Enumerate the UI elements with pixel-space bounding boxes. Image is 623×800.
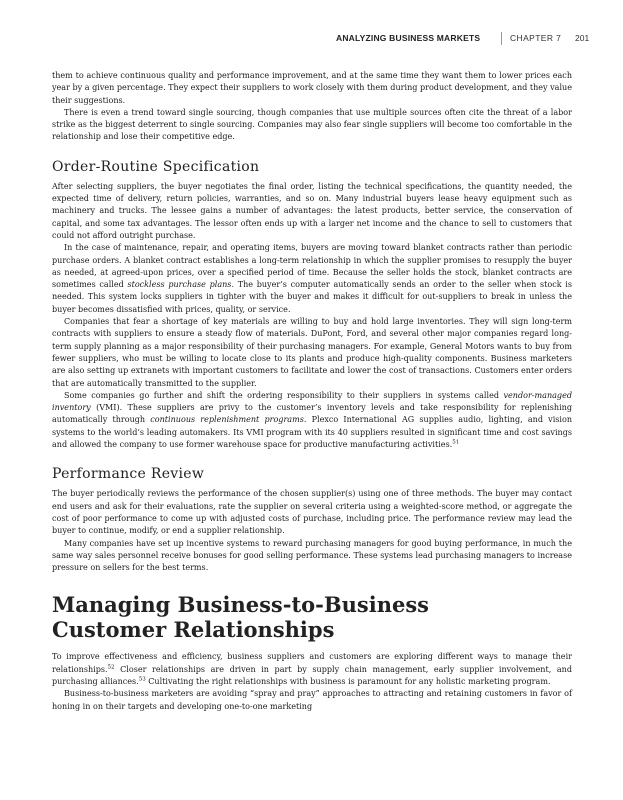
endnote-marker[interactable]: 53	[138, 676, 146, 683]
body-text	[52, 70, 572, 713]
italic-term: continuous replenishment programs	[150, 415, 304, 425]
paragraph: them to achieve continuous quality and performance improvement, and at the same time they want them to lower prices each year by a given percentage. They expect their suppliers to work closely with them during product development, and they value their suggestions.	[52, 71, 572, 105]
section-heading-performance-review: Performance Review	[52, 466, 205, 483]
text-run: Closer relationships are driven in part by supply chain management, early supplier involvement, and purchasing alliances.	[52, 664, 572, 686]
text-run: Some companies go further and shift the ordering responsibility to their suppliers in systems called	[64, 390, 504, 400]
section-heading-order-routine: Order-Routine Specification	[52, 158, 260, 175]
major-heading	[52, 592, 572, 642]
running-header	[0, 33, 623, 47]
page-number: 201	[575, 33, 590, 43]
heading-line: Managing Business-to-Business	[52, 592, 429, 618]
paragraph: After selecting suppliers, the buyer negotiates the final order, listing the technical specifications, the quantity needed, the expected time of delivery, return policies, warranties, and so on. Many industrial buyers lease heavy equipment such as machinery and trucks. The lessee gains a number of advantages: the latest products, better service, the conservation of capital, and some tax advantages. The lessor often ends up with a larger net income and the chance to sell to customers that could not afford outright purchase.	[52, 181, 572, 240]
text-run: (VMI). These suppliers are privy to the customer’s inventory levels and take responsibility for replenishing automatically through	[52, 403, 572, 425]
italic-term: vendor-managed inventory	[52, 390, 572, 413]
endnote-marker[interactable]: 51	[452, 439, 460, 446]
paragraph: Companies that fear a shortage of key materials are willing to buy and hold large inventories. They will sign long-term contracts with suppliers to ensure a steady flow of materials. DuPont, Ford, and several other major companies regard long-term supply planning as a major responsibility of their purchasing managers. For example, General Motors wants to buy from fewer suppliers, who must be willing to locate close to its plants and produce high-quality components. Business marketers are also setting up extranets with important customers to facilitate and lower the cost of transactions. Customers enter orders that are automatically transmitted to the supplier.	[52, 317, 572, 388]
text-run: . Plexco International AG supplies audio, lighting, and vision systems to the world’s leading automakers. Its VMI program with its 40 suppliers resulted in significant time and cost savings and allowed the company to use former warehouse space for productive manufacturing activities.	[52, 415, 572, 450]
text-run: Cultivating the right relationships with business is paramount for any holistic marketing program.	[145, 676, 551, 686]
heading-line: Customer Relationships	[52, 617, 335, 643]
running-title: ANALYZING BUSINESS MARKETS	[336, 33, 481, 43]
paragraph: The buyer periodically reviews the performance of the chosen supplier(s) using one of three methods. The buyer may contact end users and ask for their evaluations, rate the supplier on several criteria using a weighted-score method, or aggregate the cost of poor performance to come up with adjusted costs of purchase, including price. The performance review may lead the buyer to continue, modify, or end a supplier relationship.	[52, 489, 572, 536]
text-run: To improve effectiveness and efficiency, business suppliers and customers are exploring different ways to manage their relationships.	[52, 652, 572, 674]
paragraph	[52, 390, 572, 451]
endnote-marker[interactable]: 52	[107, 664, 115, 671]
paragraph: Many companies have set up incentive systems to reward purchasing managers for good buying performance, in much the same way sales personnel receive bonuses for good selling performance. These systems lead purchasing managers to increase pressure on sellers for the best terms.	[52, 538, 572, 573]
text-run: . The buyer’s computer automatically sends an order to the seller when stock is needed. This system locks suppliers in tighter with the buyer and makes it difficult for out-suppliers to break in unless the buyer becomes dissatisfied with prices, quality, or service.	[52, 280, 573, 314]
header-divider	[501, 32, 502, 45]
text-run: In the case of maintenance, repair, and operating items, buyers are moving toward blanket contracts rather than periodic purchase orders. A blanket contract establishes a long-term relationship in which the supplier promises to resupply the buyer as needed, at agreed-upon prices, over a specified period of time. Because the seller holds the stock, blanket contracts are sometimes called	[52, 243, 572, 290]
paragraph: Business-to-business marketers are avoiding “spray and pray” approaches to attracting and retaining customers in favor of honing in on their targets and developing one-to-one marketing	[52, 689, 572, 711]
chapter-label: CHAPTER 7	[510, 33, 562, 43]
paragraph	[52, 242, 572, 316]
paragraph	[52, 651, 572, 688]
italic-term: stockless purchase plans	[127, 280, 232, 290]
paragraph: There is even a trend toward single sourcing, though companies that use multiple sources often cite the threat of a labor strike as the biggest deterrent to single sourcing. Companies may also fear single suppliers will become too comfortable in the relationship and lose their competitive edge.	[52, 107, 572, 142]
